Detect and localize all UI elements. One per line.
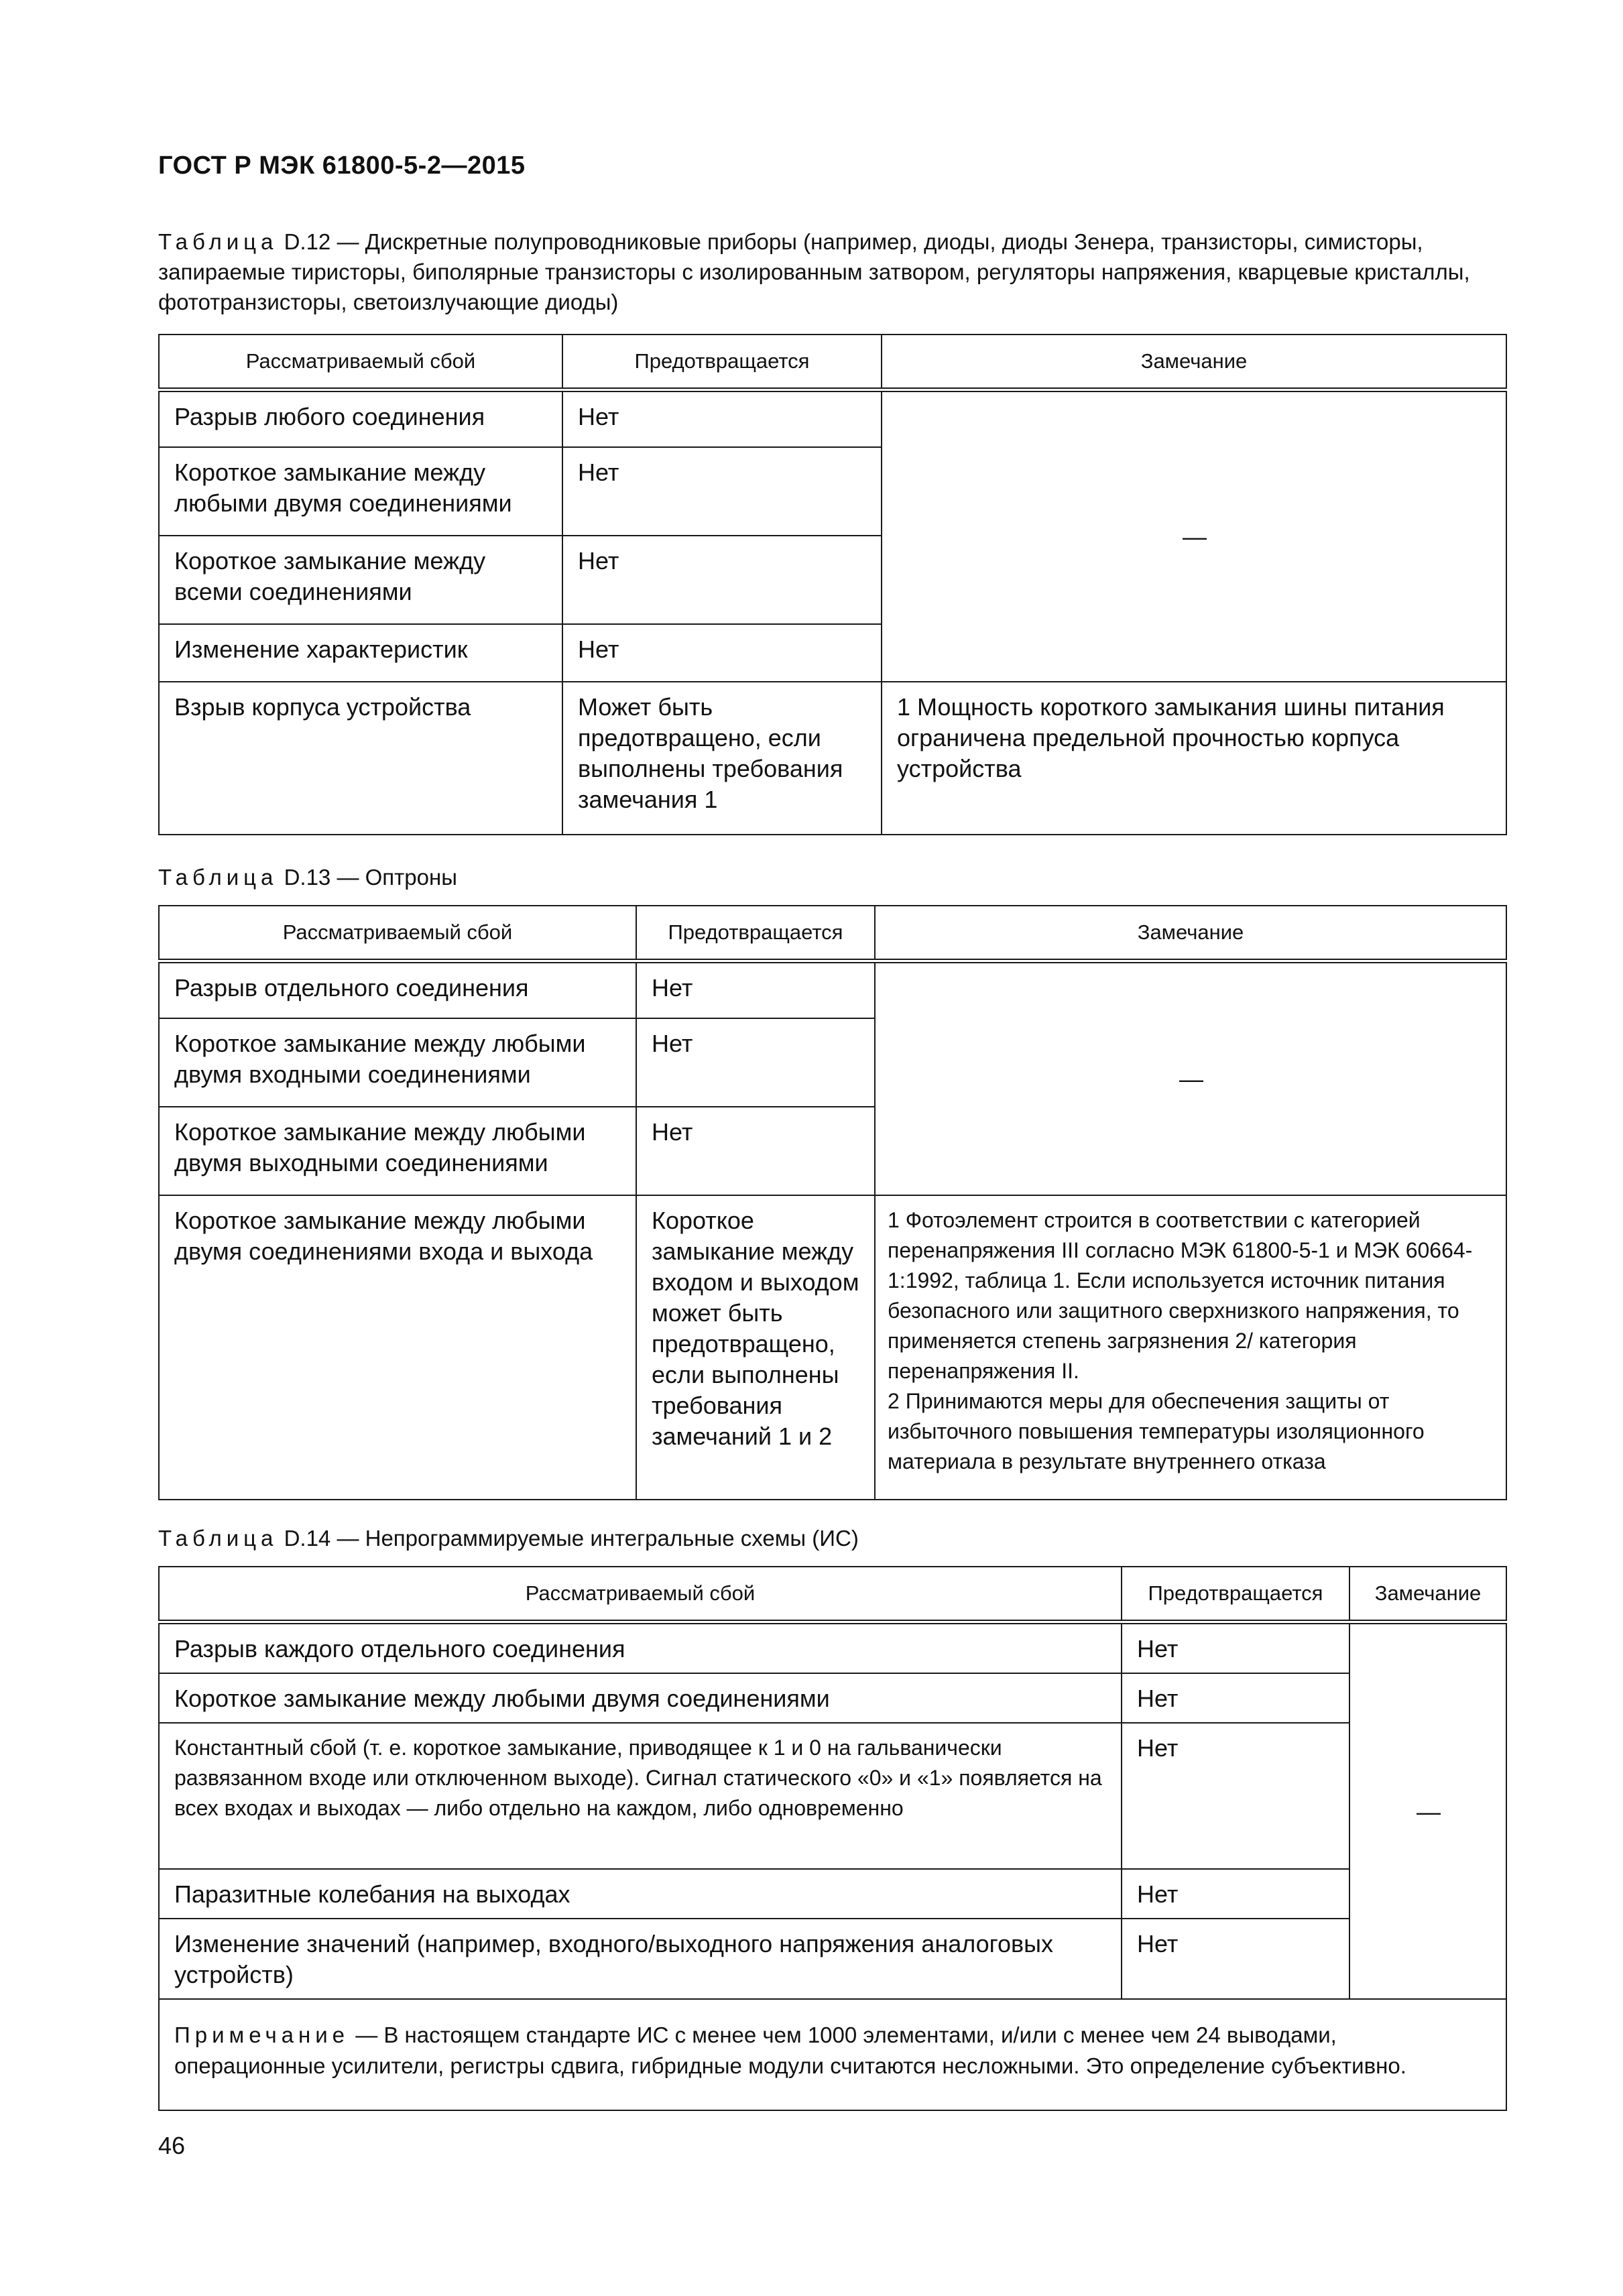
prevented-cell: Может быть предотвращено, если выполнены требования замечания 1 [562, 682, 882, 835]
fault-cell: Изменение значений (например, входного/выходного напряжения аналоговых устройств) [159, 1919, 1122, 1999]
fault-cell: Взрыв корпуса устройства [159, 682, 562, 835]
document-header: ГОСТ Р МЭК 61800-5-2—2015 [158, 152, 526, 180]
prevented-cell: Нет [562, 536, 882, 624]
table-title: — Дискретные полупроводниковые приборы (например, диоды, диоды Зенера, транзисторы, симисторы, запираемые тиристоры, биполярные транзисторы с изолированным затвором, регуляторы напряжения, кварцевые кристаллы, фототранзисторы, светоизлучающие диоды) [158, 229, 1470, 314]
table-row [159, 389, 1506, 447]
column-header-remark: Замечание [882, 335, 1506, 389]
prevented-cell: Нет [636, 1018, 875, 1107]
fault-cell: Короткое замыкание между всеми соединениями [159, 536, 562, 624]
table-row [159, 1195, 1506, 1500]
remark-cell: 1 Мощность короткого замыкания шины питания ограничена предельной прочностью корпуса устройства [882, 682, 1506, 835]
prevented-cell: Нет [562, 447, 882, 536]
table-title: — Непрограммируемые интегральные схемы (ИС) [337, 1526, 859, 1551]
remark-cell [875, 1195, 1506, 1500]
fault-cell: Изменение характеристик [159, 624, 562, 682]
table-number: D.14 [284, 1526, 331, 1551]
column-header-prevented: Предотвращается [562, 335, 882, 389]
page-number: 46 [158, 2132, 186, 2159]
column-header-prevented: Предотвращается [636, 906, 875, 961]
note-row [159, 1999, 1506, 2110]
table-caption-d14 [158, 1523, 1506, 1553]
prevented-cell: Нет [562, 389, 882, 447]
fault-cell: Разрыв любого соединения [159, 389, 562, 447]
prevented-cell: Нет [636, 1107, 875, 1195]
table-row [159, 682, 1506, 835]
table-row [159, 1723, 1506, 1869]
fault-cell: Короткое замыкание между любыми двумя выходными соединениями [159, 1107, 636, 1195]
table-number: D.12 [284, 229, 331, 254]
prevented-cell: Нет [1122, 1723, 1349, 1869]
remark-2: 2 Принимаются меры для обеспечения защиты от избыточного повышения температуры изоляционного материала в результате внутреннего отказа [888, 1389, 1425, 1473]
prevented-cell: Нет [1122, 1919, 1349, 1999]
table-caption-d12 [158, 227, 1506, 317]
column-header-fault: Рассматриваемый сбой [159, 335, 562, 389]
prevented-cell: Короткое замыкание между входом и выходом может быть предотвращено, если выполнены требования замечаний 1 и 2 [636, 1195, 875, 1500]
remark-dash: — [1349, 1622, 1506, 1999]
fault-cell: Разрыв отдельного соединения [159, 961, 636, 1018]
table-d14 [158, 1566, 1507, 2111]
table-d13 [158, 905, 1507, 1500]
fault-cell: Короткое замыкание между любыми двумя соединениями [159, 1673, 1122, 1723]
table-row [159, 1622, 1506, 1673]
column-header-remark: Замечание [875, 906, 1506, 961]
remark-1: 1 Фотоэлемент строится в соответствии с категорией перенапряжения III согласно МЭК 61800-5-1 и МЭК 60664-1:1992, таблица 1. Если используется источник питания безопасного или защитного сверхнизкого напряжения, то применяется степень загрязнения 2/ категория перенапряжения II. [888, 1208, 1473, 1383]
fault-cell: Разрыв каждого отдельного соединения [159, 1622, 1122, 1673]
fault-cell: Короткое замыкание между любыми двумя входными соединениями [159, 1018, 636, 1107]
prevented-cell: Нет [1122, 1622, 1349, 1673]
table-d12 [158, 334, 1507, 835]
table-row [159, 1869, 1506, 1919]
table-word: Таблица [158, 229, 278, 254]
note-cell [159, 1999, 1506, 2110]
fault-cell: Короткое замыкание между любыми двумя соединениями [159, 447, 562, 536]
note-label: Примечание [174, 2022, 350, 2047]
column-header-prevented: Предотвращается [1122, 1567, 1349, 1622]
remark-dash: — [882, 389, 1506, 682]
prevented-cell: Нет [562, 624, 882, 682]
table-row [159, 961, 1506, 1018]
remark-dash: — [875, 961, 1506, 1195]
prevented-cell: Нет [1122, 1869, 1349, 1919]
prevented-cell: Нет [636, 961, 875, 1018]
table-word: Таблица [158, 865, 278, 890]
table-word: Таблица [158, 1526, 278, 1551]
table-caption-d13 [158, 862, 1506, 892]
table-row [159, 1673, 1506, 1723]
column-header-fault: Рассматриваемый сбой [159, 1567, 1122, 1622]
fault-cell: Паразитные колебания на выходах [159, 1869, 1122, 1919]
fault-cell: Короткое замыкание между любыми двумя соединениями входа и выхода [159, 1195, 636, 1500]
prevented-cell: Нет [1122, 1673, 1349, 1723]
table-title: — Оптроны [337, 865, 457, 890]
fault-cell: Константный сбой (т. е. короткое замыкание, приводящее к 1 и 0 на гальванически развязанном входе или отключенном выходе). Сигнал статического «0» и «1» появляется на всех входах и выходах — либо отдельно на каждом, либо одновременно [159, 1723, 1122, 1869]
column-header-fault: Рассматриваемый сбой [159, 906, 636, 961]
note-text: — В настоящем стандарте ИС с менее чем 1000 элементами, и/или с менее чем 24 выводами, операционные усилители, регистры сдвига, гибридные модули считаются несложными. Это определение субъективно. [174, 2022, 1406, 2078]
table-number: D.13 [284, 865, 331, 890]
table-row [159, 1919, 1506, 1999]
column-header-remark: Замечание [1349, 1567, 1506, 1622]
